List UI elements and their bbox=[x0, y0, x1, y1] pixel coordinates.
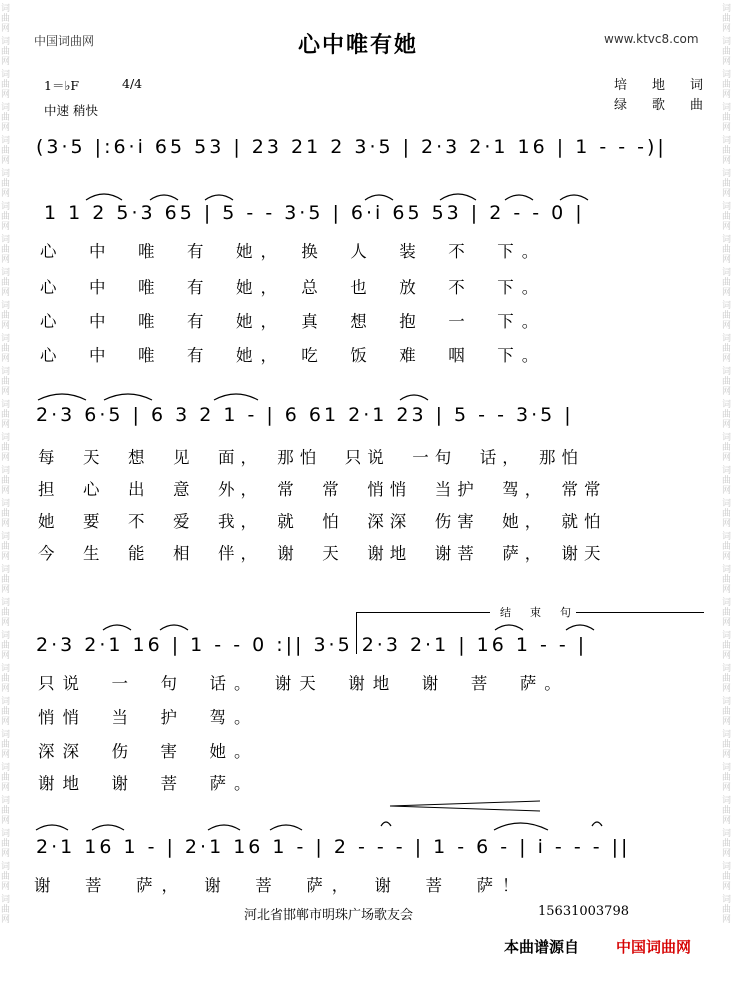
notation-line-2: 1 1 2 5·3 65 | 5 - - 3·5 | 6·i 65 53 | 2 - - 0 | bbox=[44, 202, 585, 224]
watermark-text: 词曲网 bbox=[1, 400, 11, 430]
composer-credit: 绿 歌 曲 bbox=[614, 98, 710, 113]
watermark-text: 词曲网 bbox=[722, 4, 732, 34]
lyric-verse-2: 悄悄 当 护 驾。 bbox=[38, 708, 259, 727]
lyric-verse-3: 深深 伤 害 她。 bbox=[38, 742, 259, 761]
watermark-text: 词曲网 bbox=[722, 664, 732, 694]
slur bbox=[208, 825, 240, 830]
watermark-text: 词曲网 bbox=[1, 301, 11, 331]
watermark-text: 词曲网 bbox=[1, 103, 11, 133]
site-url: www.ktvc8.com bbox=[604, 32, 699, 46]
lyric-verse-1: 每 天 想 见 面， 那怕 只说 一句 话， 那怕 bbox=[38, 448, 584, 467]
slur bbox=[560, 195, 588, 200]
watermark-text: 词曲网 bbox=[1, 895, 11, 925]
lyric-coda: 谢 菩 萨， 谢 菩 萨， 谢 菩 萨！ bbox=[34, 876, 528, 895]
lyric-verse-4: 心 中 唯 有 她， 吃 饭 难 咽 下。 bbox=[40, 346, 547, 365]
watermark-text: 词曲网 bbox=[1, 169, 11, 199]
fermata bbox=[592, 822, 602, 826]
watermark-text: 词曲网 bbox=[1, 268, 11, 298]
lyric-verse-2: 担 心 出 意 外， 常 常 悄悄 当护 驾， 常常 bbox=[38, 480, 607, 499]
watermark-text: 词曲网 bbox=[1, 862, 11, 892]
watermark-text: 词曲网 bbox=[722, 499, 732, 529]
watermark-text: 词曲网 bbox=[722, 862, 732, 892]
watermark-text: 词曲网 bbox=[1, 499, 11, 529]
slur bbox=[86, 194, 122, 200]
hairpin-line bbox=[390, 801, 540, 806]
watermark-text: 词曲网 bbox=[722, 202, 732, 232]
footer-source-label: 本曲谱源自 bbox=[504, 938, 580, 956]
watermark-text: 词曲网 bbox=[1, 796, 11, 826]
slur bbox=[214, 394, 258, 400]
slur bbox=[495, 625, 523, 630]
watermark-text: 词曲网 bbox=[722, 598, 732, 628]
footer-group: 河北省邯郸市明珠广场歌友会 bbox=[244, 908, 414, 923]
watermark-text: 词曲网 bbox=[722, 730, 732, 760]
watermark-text: 词曲网 bbox=[1, 532, 11, 562]
watermark-text: 词曲网 bbox=[722, 631, 732, 661]
lyricist-credit: 培 地 词 bbox=[614, 78, 710, 93]
watermark-text: 词曲网 bbox=[722, 70, 732, 100]
lyric-verse-4: 谢地 谢 菩 萨。 bbox=[38, 774, 259, 793]
notation-line-3: 2·3 6·5 | 6 3 2 1 - | 6 61 2·1 23 | 5 - - 3·5 | bbox=[36, 404, 574, 426]
slur bbox=[505, 195, 533, 200]
watermark-text: 词曲网 bbox=[1, 202, 11, 232]
watermark-text: 词曲网 bbox=[722, 895, 732, 925]
watermark-text: 词曲网 bbox=[722, 334, 732, 364]
slur bbox=[205, 195, 233, 200]
fermata bbox=[381, 822, 391, 826]
slur bbox=[92, 825, 124, 830]
watermark-text: 词曲网 bbox=[1, 697, 11, 727]
lyric-verse-4: 今 生 能 相 伴， 谢 天 谢地 谢菩 萨， 谢天 bbox=[38, 544, 607, 563]
watermark-text: 词曲网 bbox=[722, 400, 732, 430]
site-name-left: 中国词曲网 bbox=[34, 34, 95, 48]
watermark-text: 词曲网 bbox=[1, 4, 11, 34]
watermark-text: 词曲网 bbox=[1, 664, 11, 694]
notation-line-5: 2·1 16 1 - | 2·1 16 1 - | 2 - - - | 1 - 6 - | i - - - || bbox=[36, 836, 631, 858]
watermark-text: 词曲网 bbox=[722, 763, 732, 793]
tempo-marking: 中速 稍快 bbox=[44, 103, 98, 118]
watermark-text: 词曲网 bbox=[1, 235, 11, 265]
slur bbox=[104, 394, 152, 400]
watermark-text: 词曲网 bbox=[722, 433, 732, 463]
slur bbox=[103, 625, 131, 630]
watermark-text: 词曲网 bbox=[1, 433, 11, 463]
slur bbox=[150, 195, 178, 200]
footer-source-site: 中国词曲网 bbox=[616, 938, 692, 956]
lyric-verse-1: 心 中 唯 有 她， 换 人 装 不 下。 bbox=[40, 242, 547, 261]
hairpin-line bbox=[390, 806, 540, 811]
watermark-text: 词曲网 bbox=[722, 301, 732, 331]
watermark-text: 词曲网 bbox=[722, 829, 732, 859]
slur bbox=[160, 625, 188, 630]
watermark-text: 词曲网 bbox=[722, 268, 732, 298]
watermark-text: 词曲网 bbox=[1, 730, 11, 760]
watermark-text: 词曲网 bbox=[722, 235, 732, 265]
slur bbox=[38, 394, 86, 400]
slur bbox=[36, 825, 68, 830]
lyric-verse-1: 只说 一 句 话。 谢天 谢地 谢 菩 萨。 bbox=[38, 674, 569, 693]
watermark-text: 词曲网 bbox=[722, 367, 732, 397]
watermark-text: 词曲网 bbox=[1, 763, 11, 793]
slur bbox=[440, 194, 476, 200]
watermark-text: 词曲网 bbox=[722, 136, 732, 166]
lyric-verse-3: 心 中 唯 有 她， 真 想 抱 一 下。 bbox=[40, 312, 547, 331]
notation-line-4: 2·3 2·1 16 | 1 - - 0 :|| 3·5 2·3 2·1 | 16 1 - - | bbox=[36, 634, 588, 656]
watermark-text: 词曲网 bbox=[722, 565, 732, 595]
key-signature: 1＝♭F bbox=[44, 78, 80, 93]
watermark-text: 词曲网 bbox=[722, 466, 732, 496]
lyric-verse-2: 心 中 唯 有 她， 总 也 放 不 下。 bbox=[40, 278, 547, 297]
watermark-text: 词曲网 bbox=[722, 103, 732, 133]
slur bbox=[270, 825, 302, 830]
slur bbox=[400, 395, 428, 400]
watermark-text: 词曲网 bbox=[722, 169, 732, 199]
watermark-text: 词曲网 bbox=[1, 829, 11, 859]
lyric-verse-3: 她 要 不 爱 我， 就 怕 深深 伤害 她， 就怕 bbox=[38, 512, 607, 531]
footer-phone: 15631003798 bbox=[538, 904, 629, 919]
slur bbox=[566, 625, 594, 630]
watermark-text: 词曲网 bbox=[1, 466, 11, 496]
watermark-text: 词曲网 bbox=[722, 796, 732, 826]
watermark-text: 词曲网 bbox=[1, 631, 11, 661]
watermark-text: 词曲网 bbox=[1, 598, 11, 628]
watermark-text: 词曲网 bbox=[1, 136, 11, 166]
watermark-text: 词曲网 bbox=[1, 334, 11, 364]
watermark-text: 词曲网 bbox=[1, 367, 11, 397]
watermark-text: 词曲网 bbox=[1, 37, 11, 67]
time-signature: 4/4 bbox=[122, 76, 143, 91]
watermark-text: 词曲网 bbox=[722, 37, 732, 67]
song-title: 心中唯有她 bbox=[298, 33, 419, 58]
slur bbox=[494, 823, 548, 830]
watermark-text: 词曲网 bbox=[722, 697, 732, 727]
notation-line-1: (3·5 |:6·i 65 53 | 23 21 2 3·5 | 2·3 2·1 16 | 1 - - -)| bbox=[36, 136, 667, 158]
slur bbox=[365, 195, 393, 200]
watermark-text: 词曲网 bbox=[722, 532, 732, 562]
ending-label: 结 束 句 bbox=[500, 606, 575, 619]
watermark-text: 词曲网 bbox=[1, 70, 11, 100]
watermark-text: 词曲网 bbox=[1, 565, 11, 595]
